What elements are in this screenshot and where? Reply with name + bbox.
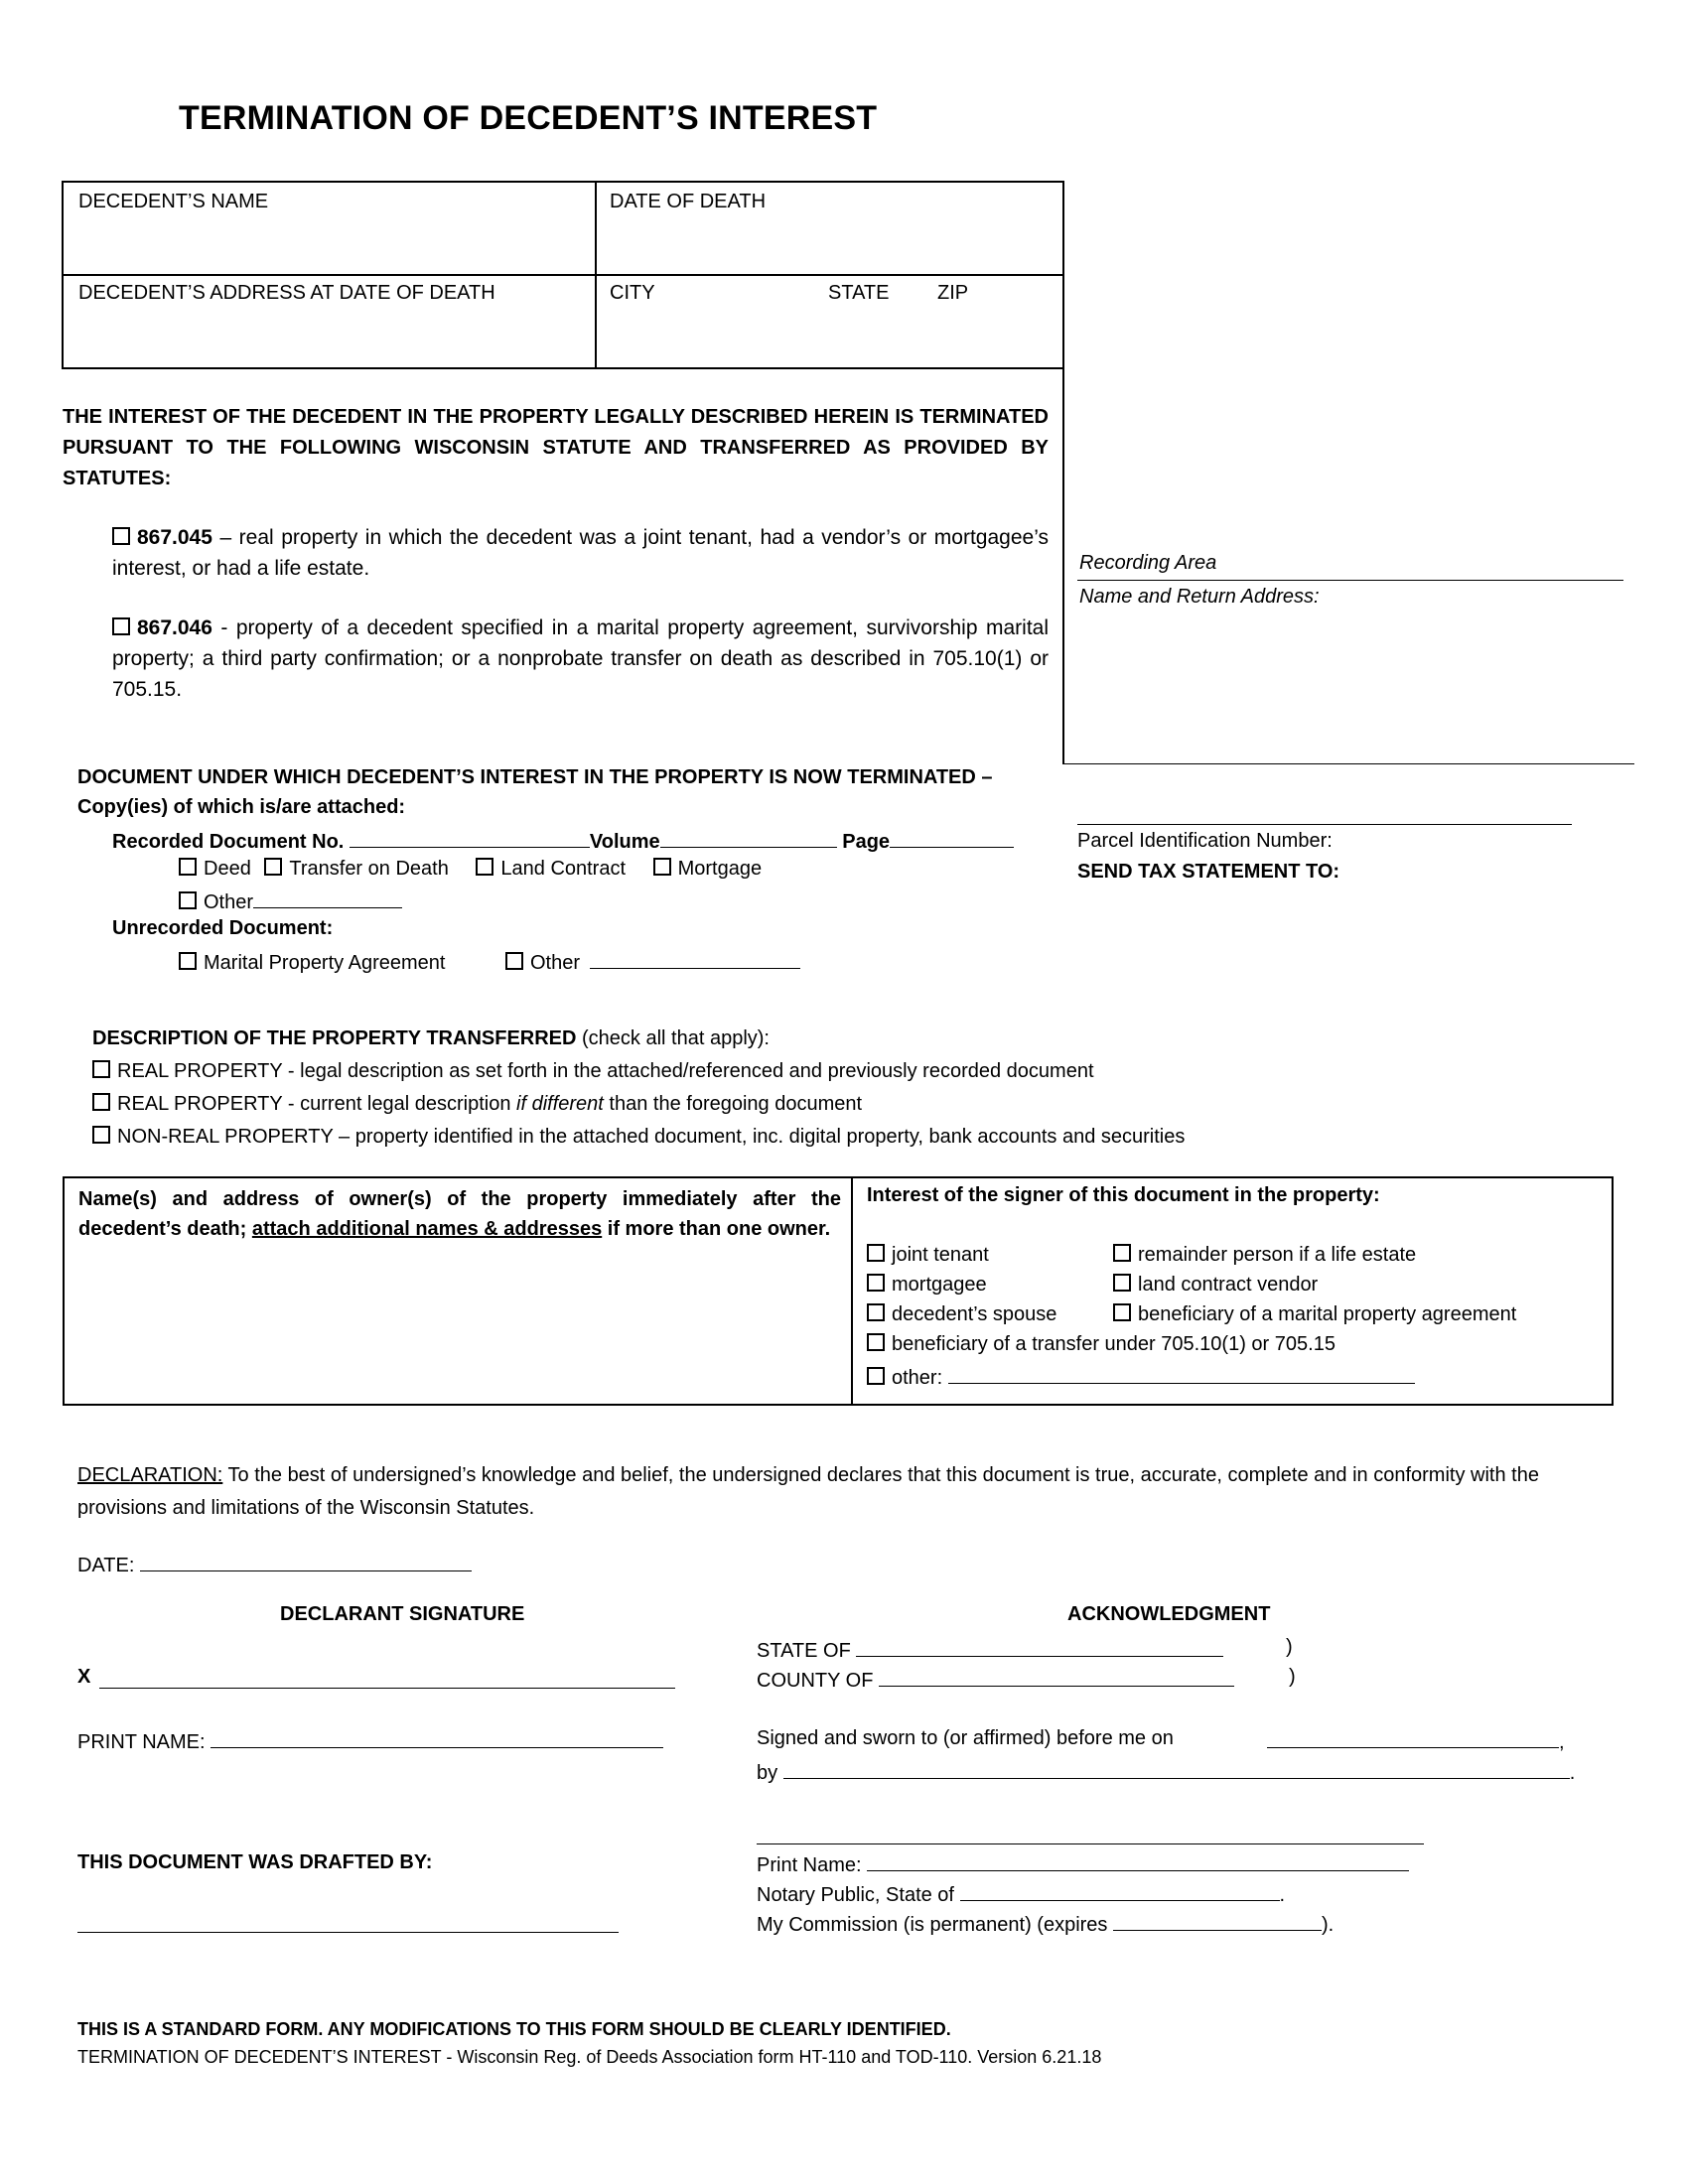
signed-sworn-comma: , — [1559, 1731, 1565, 1753]
joint-tenant-label: joint tenant — [892, 1244, 989, 1266]
page-title: TERMINATION OF DECEDENT’S INTEREST — [179, 99, 878, 137]
unrecorded-type-row — [179, 948, 800, 975]
unrecorded-other-label: Other — [530, 952, 581, 974]
decedent-name-field[interactable] — [73, 216, 585, 268]
beneficiary-mpa-label: beneficiary of a marital property agreement — [1138, 1303, 1517, 1325]
checkbox-marital-property-agreement[interactable] — [179, 952, 197, 970]
description-option-2-emphasis: if different — [516, 1093, 604, 1115]
notary-state-label: Notary Public, State of — [757, 1884, 954, 1906]
volume-field[interactable] — [660, 827, 837, 848]
notary-print-name-label: Print Name: — [757, 1854, 862, 1876]
checkbox-land-contract[interactable] — [476, 858, 493, 876]
checkbox-mortgage[interactable] — [653, 858, 671, 876]
owners-text-a: Name(s) and address of owner(s) of the property immediately after the decedent’s death; — [78, 1188, 841, 1240]
statute-867-045 — [112, 522, 1049, 584]
state-of-label: STATE OF — [757, 1640, 851, 1662]
checkbox-deed[interactable] — [179, 858, 197, 876]
print-name-row — [77, 1727, 663, 1754]
mortgagee-label: mortgagee — [892, 1274, 987, 1296]
signed-sworn-date-row — [1267, 1727, 1565, 1754]
description-heading-note: (check all that apply): — [576, 1027, 770, 1049]
declaration-body: To the best of undersigned’s knowledge and belief, the undersigned declares that this document is true, accurate, complete and in conformity with the provisions and limitations of the Wisconsin Statutes. — [77, 1464, 1539, 1519]
description-option-2-suffix: than the foregoing document — [603, 1093, 863, 1115]
owners-text-underlined: attach additional names & addresses — [251, 1218, 603, 1240]
interest-heading: Interest of the signer of this document in the property: — [867, 1184, 1380, 1206]
description-heading: DESCRIPTION OF THE PROPERTY TRANSFERRED — [92, 1027, 577, 1049]
interest-mortgagee — [867, 1274, 987, 1297]
state-of-paren: ) — [1286, 1636, 1293, 1658]
spouse-label: decedent’s spouse — [892, 1303, 1057, 1325]
checkbox-867-045[interactable] — [112, 527, 130, 545]
signature-line[interactable] — [99, 1688, 675, 1689]
volume-label: Volume — [589, 831, 660, 853]
state-of-field[interactable] — [856, 1636, 1223, 1657]
commission-suffix: ). — [1321, 1914, 1335, 1936]
interest-other-label: other: — [892, 1367, 943, 1389]
city-label: CITY — [610, 282, 655, 304]
owners-field[interactable] — [74, 1278, 839, 1397]
county-of-field[interactable] — [879, 1666, 1234, 1687]
declaration-label: DECLARATION: — [77, 1464, 223, 1486]
description-option-2-label: REAL PROPERTY - current legal description — [117, 1093, 517, 1115]
commission-expires-field[interactable] — [1113, 1910, 1322, 1931]
checkbox-unrecorded-other[interactable] — [505, 952, 523, 970]
signed-sworn-date-field[interactable] — [1267, 1727, 1559, 1748]
unrecorded-document-label: Unrecorded Document: — [112, 917, 334, 939]
document-heading: DOCUMENT UNDER WHICH DECEDENT’S INTEREST IN THE PROPERTY IS NOW TERMINATED – — [77, 766, 993, 788]
checkbox-joint-tenant[interactable] — [867, 1244, 885, 1262]
checkbox-beneficiary-mpa[interactable] — [1113, 1303, 1131, 1321]
by-label: by — [757, 1762, 778, 1784]
recording-area-border — [1062, 369, 1064, 764]
recorded-document-row — [112, 827, 1014, 854]
recorded-document-field[interactable] — [350, 827, 590, 848]
description-heading-row — [92, 1027, 770, 1050]
statute-867-046 — [112, 613, 1049, 705]
county-of-row — [757, 1666, 1234, 1693]
interest-other — [867, 1363, 1415, 1390]
mortgage-label: Mortgage — [677, 858, 763, 880]
date-of-death-field[interactable] — [605, 216, 1056, 268]
recorded-other-label: Other — [204, 891, 254, 913]
checkbox-recorded-other[interactable] — [179, 891, 197, 909]
return-address-label: Name and Return Address: — [1079, 586, 1320, 608]
declaration-text — [77, 1459, 1597, 1525]
notary-signature-line[interactable] — [757, 1843, 1424, 1844]
statute-intro: THE INTEREST OF THE DECEDENT IN THE PROPERTY LEGALLY DESCRIBED HEREIN IS TERMINATED PURSUANT TO THE FOLLOWING WISCONSIN STATUTE AND TRANSFERRED AS PROVIDED BY STATUTES: — [63, 406, 1049, 489]
drafted-by-line[interactable] — [77, 1932, 619, 1933]
description-option-1 — [92, 1060, 1094, 1083]
parcel-number-line[interactable] — [1077, 824, 1572, 825]
decedent-address-label: DECEDENT’S ADDRESS AT DATE OF DEATH — [78, 282, 495, 304]
commission-label: My Commission (is permanent) (expires — [757, 1914, 1108, 1936]
description-option-2 — [92, 1093, 862, 1116]
statute-code: 867.046 — [137, 616, 212, 639]
owner-interest-table — [63, 1176, 1614, 1406]
date-of-death-label: DATE OF DEATH — [610, 191, 767, 212]
owners-text — [78, 1184, 841, 1244]
decedent-info-table — [62, 181, 1064, 369]
land-contract-vendor-label: land contract vendor — [1138, 1274, 1319, 1296]
commission-row — [757, 1910, 1334, 1937]
interest-spouse — [867, 1303, 1056, 1326]
signature-x: X — [77, 1666, 91, 1688]
page-label: Page — [842, 831, 891, 853]
return-address-field[interactable] — [1077, 614, 1623, 752]
state-of-row — [757, 1636, 1223, 1663]
interest-beneficiary-transfer — [867, 1333, 1336, 1356]
checkbox-real-property-current[interactable] — [92, 1093, 110, 1111]
decedent-address-field[interactable] — [73, 308, 585, 363]
unrecorded-other-field[interactable] — [590, 948, 800, 969]
declarant-signature-heading: DECLARANT SIGNATURE — [280, 1603, 525, 1625]
beneficiary-transfer-label: beneficiary of a transfer under 705.10(1) or 705.15 — [892, 1333, 1336, 1355]
checkbox-decedents-spouse[interactable] — [867, 1303, 885, 1321]
interest-remainder — [1113, 1244, 1416, 1267]
checkbox-interest-other[interactable] — [867, 1367, 885, 1385]
state-label: STATE — [828, 282, 890, 304]
description-option-3 — [92, 1126, 1185, 1149]
footer-form-info: TERMINATION OF DECEDENT’S INTEREST - Wisconsin Reg. of Deeds Association form HT-110 and TOD-110. Version 6.21.18 — [77, 2047, 1102, 2067]
recording-area-label: Recording Area — [1079, 552, 1217, 574]
date-field[interactable] — [140, 1551, 472, 1571]
checkbox-867-046[interactable] — [112, 617, 130, 635]
interest-other-field[interactable] — [948, 1363, 1415, 1384]
checkbox-non-real-property[interactable] — [92, 1126, 110, 1144]
description-option-3-label: NON-REAL PROPERTY – property identified in the attached document, inc. digital property, bank accounts and securities — [117, 1126, 1186, 1148]
interest-beneficiary-mpa — [1113, 1303, 1516, 1326]
recorded-other-field[interactable] — [253, 887, 402, 908]
checkbox-real-property-attached[interactable] — [92, 1060, 110, 1078]
land-contract-label: Land Contract — [500, 858, 627, 880]
recording-area-line — [1077, 580, 1623, 581]
signed-sworn-label: Signed and sworn to (or affirmed) before me on — [757, 1727, 1174, 1749]
city-state-zip-field[interactable] — [605, 308, 1056, 363]
acknowledgment-heading: ACKNOWLEDGMENT — [1067, 1603, 1271, 1625]
notary-state-field[interactable] — [960, 1880, 1280, 1901]
recorded-other-row — [179, 887, 402, 914]
transfer-on-death-label: Transfer on Death — [289, 858, 449, 880]
page-field[interactable] — [890, 827, 1014, 848]
checkbox-mortgagee[interactable] — [867, 1274, 885, 1292]
notary-state-row — [757, 1880, 1285, 1907]
decedent-name-label: DECEDENT’S NAME — [78, 191, 269, 212]
send-tax-statement-label: SEND TAX STATEMENT TO: — [1077, 861, 1340, 883]
notary-print-name-field[interactable] — [867, 1850, 1409, 1871]
document-subheading: Copy(ies) of which is/are attached: — [77, 796, 406, 818]
county-of-label: COUNTY OF — [757, 1670, 874, 1692]
date-label: DATE: — [77, 1555, 135, 1576]
deed-label: Deed — [204, 858, 251, 880]
statute-text: – real property in which the decedent was a joint tenant, had a vendor’s or mortgagee’s interest, or had a life estate. — [112, 526, 1049, 580]
by-row — [757, 1758, 1575, 1785]
footer-standard-form: THIS IS A STANDARD FORM. ANY MODIFICATIONS TO THIS FORM SHOULD BE CLEARLY IDENTIFIED. — [77, 2019, 951, 2039]
statute-code: 867.045 — [137, 526, 212, 549]
zip-label: ZIP — [937, 282, 969, 304]
by-period: . — [1569, 1762, 1576, 1784]
print-name-label: PRINT NAME: — [77, 1731, 206, 1753]
checkbox-beneficiary-transfer[interactable] — [867, 1333, 885, 1351]
statute-text: - property of a decedent specified in a marital property agreement, survivorship marital property; a third party confirmation; or a nonprobate transfer on death as described in 705.10(1) or 705.15. — [112, 616, 1049, 701]
drafted-by-label: THIS DOCUMENT WAS DRAFTED BY: — [77, 1851, 433, 1873]
interest-joint-tenant — [867, 1244, 989, 1267]
checkbox-transfer-on-death[interactable] — [264, 858, 282, 876]
marital-property-agreement-label: Marital Property Agreement — [204, 952, 446, 974]
recording-area-bottom-line — [1062, 763, 1634, 764]
checkbox-remainder-person[interactable] — [1113, 1244, 1131, 1262]
owners-text-b: if more than one owner. — [602, 1218, 831, 1240]
notary-state-period: . — [1279, 1884, 1286, 1906]
by-field[interactable] — [783, 1758, 1570, 1779]
print-name-field[interactable] — [211, 1727, 663, 1748]
date-row — [77, 1551, 472, 1577]
notary-print-name-row — [757, 1850, 1409, 1877]
county-of-paren: ) — [1289, 1666, 1296, 1688]
checkbox-land-contract-vendor[interactable] — [1113, 1274, 1131, 1292]
interest-land-contract-vendor — [1113, 1274, 1318, 1297]
description-option-1-label: REAL PROPERTY - legal description as set forth in the attached/referenced and previously recorded document — [117, 1060, 1094, 1082]
recorded-document-label: Recorded Document No. — [112, 831, 345, 853]
parcel-number-label: Parcel Identification Number: — [1077, 830, 1333, 852]
recorded-type-row — [179, 858, 762, 881]
remainder-label: remainder person if a life estate — [1138, 1244, 1417, 1266]
